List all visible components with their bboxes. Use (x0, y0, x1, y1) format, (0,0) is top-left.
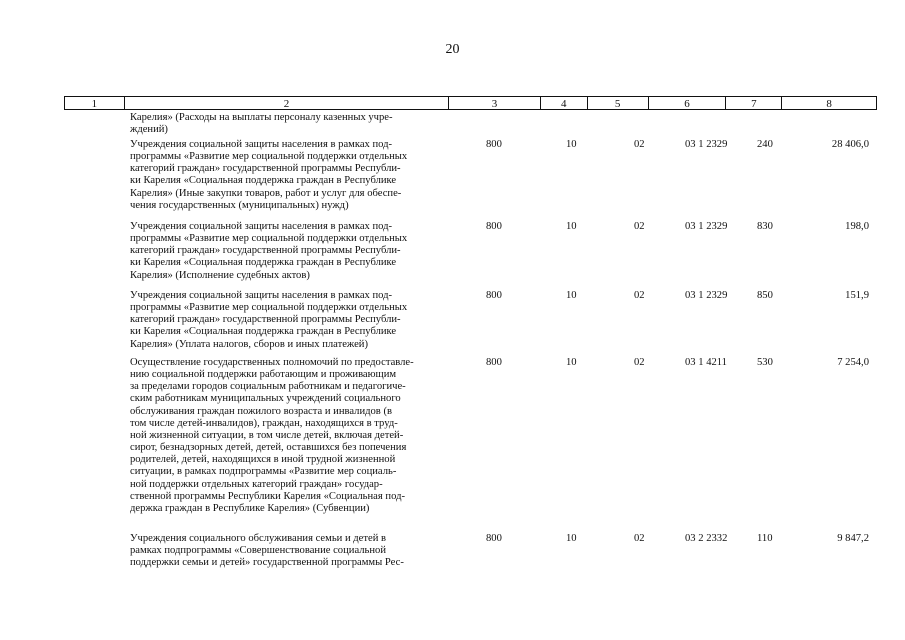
description-line: поддержки семьи и детей» государственной программы Рес- (130, 557, 404, 569)
subsection-code: 02 (634, 290, 645, 301)
description-line: ки Карелия «Социальная поддержка граждан в Республике (130, 326, 397, 338)
description-line: ки Карелия «Социальная поддержка граждан в Республике (130, 257, 397, 269)
expense-type-code: 110 (757, 533, 773, 544)
target-code: 03 2 2332 (685, 533, 728, 544)
description-line: категорий граждан» государственной программы Республи- (130, 245, 401, 257)
row-description (130, 221, 450, 282)
header-col-7: 7 (726, 97, 782, 109)
description-line: ским работникам муниципальных учреждений социального (130, 393, 401, 405)
amount: 198,0 (845, 221, 869, 232)
description-line: обслуживания граждан пожилого возраста и инвалидов (в (130, 405, 392, 417)
rzpr-code: 800 (486, 533, 502, 544)
description-line: категорий граждан» государственной программы Республи- (130, 163, 401, 175)
page-number: 20 (445, 42, 460, 57)
row-description (130, 139, 450, 212)
amount: 7 254,0 (837, 357, 869, 368)
subsection-code: 02 (634, 221, 645, 232)
row-description (130, 533, 450, 569)
amount: 9 847,2 (837, 533, 869, 544)
description-line: Учреждения социального обслуживания семьи и детей в (130, 533, 387, 544)
section-code: 10 (566, 357, 577, 368)
subsection-code: 02 (634, 139, 645, 150)
description-line: Учреждения социальной защиты населения в рамках под- (130, 139, 393, 150)
description-line: Карелия» (Расходы на выплаты персоналу казенных учре- (130, 112, 393, 123)
description-line: сирот, безнадзорных детей, детей, оставшихся без попечения (130, 442, 407, 454)
expense-type-code: 850 (757, 290, 773, 301)
expense-type-code: 830 (757, 221, 773, 232)
description-line: программы «Развитие мер социальной поддержки отдельных (130, 151, 408, 163)
section-code: 10 (566, 533, 577, 544)
description-line: ной жизненной ситуации, в том числе детей, включая детей- (130, 429, 404, 441)
header-col-5: 5 (588, 97, 649, 109)
description-line: Карелия» (Уплата налогов, сборов и иных платежей) (130, 338, 368, 350)
description-line: за пределами городов социальным работникам и педагогиче- (130, 381, 406, 393)
row-description (130, 112, 450, 136)
description-line: том числе детей-инвалидов), граждан, находящихся в труд- (130, 417, 398, 429)
row-description (130, 290, 450, 351)
table-header (64, 96, 877, 110)
header-col-2: 2 (125, 97, 449, 109)
description-line: ждений) (130, 124, 168, 136)
description-line: Карелия» (Иные закупки товаров, работ и услуг для обеспе- (130, 187, 402, 199)
subsection-code: 02 (634, 357, 645, 368)
description-line: программы «Развитие мер социальной поддержки отдельных (130, 233, 408, 245)
rzpr-code: 800 (486, 139, 502, 150)
header-col-6: 6 (649, 97, 727, 109)
description-line: Учреждения социальной защиты населения в рамках под- (130, 221, 393, 232)
row-description (130, 357, 450, 515)
subsection-code: 02 (634, 533, 645, 544)
target-code: 03 1 2329 (685, 290, 728, 301)
description-line: Осуществление государственных полномочий по предоставле- (130, 357, 414, 368)
amount: 28 406,0 (831, 139, 869, 150)
rzpr-code: 800 (486, 357, 502, 368)
description-line: Учреждения социальной защиты населения в рамках под- (130, 290, 393, 301)
rzpr-code: 800 (486, 221, 502, 232)
header-col-8: 8 (826, 98, 832, 110)
description-line: родителей, детей, находящихся в иной трудной жизненной (130, 454, 396, 466)
description-line: держка граждан в Республике Карелия» (Субвенции) (130, 502, 370, 514)
target-code: 03 1 2329 (685, 221, 728, 232)
header-col-4: 4 (541, 97, 588, 109)
expense-type-code: 240 (757, 139, 773, 150)
section-code: 10 (566, 221, 577, 232)
header-col-1: 1 (65, 97, 125, 109)
target-code: 03 1 2329 (685, 139, 728, 150)
amount: 151,9 (845, 290, 869, 301)
section-code: 10 (566, 139, 577, 150)
description-line: ственной программы Республики Карелия «Социальная под- (130, 490, 405, 502)
description-line: Карелия» (Исполнение судебных актов) (130, 269, 310, 281)
description-line: чения государственных (муниципальных) нужд) (130, 199, 349, 211)
description-line: категорий граждан» государственной программы Республи- (130, 314, 401, 326)
description-line: рамках подпрограммы «Совершенствование социальной (130, 545, 386, 557)
description-line: нию социальной поддержки работающим и проживающим (130, 369, 397, 381)
expense-type-code: 530 (757, 357, 773, 368)
description-line: ной поддержки отдельных категорий граждан» государ- (130, 478, 383, 490)
description-line: ки Карелия «Социальная поддержка граждан в Республике (130, 175, 397, 187)
rzpr-code: 800 (486, 290, 502, 301)
section-code: 10 (566, 290, 577, 301)
header-col-3: 3 (449, 97, 541, 109)
target-code: 03 1 4211 (685, 357, 727, 368)
description-line: ситуации, в рамках подпрограммы «Развитие мер социаль- (130, 466, 397, 478)
description-line: программы «Развитие мер социальной поддержки отдельных (130, 302, 408, 314)
